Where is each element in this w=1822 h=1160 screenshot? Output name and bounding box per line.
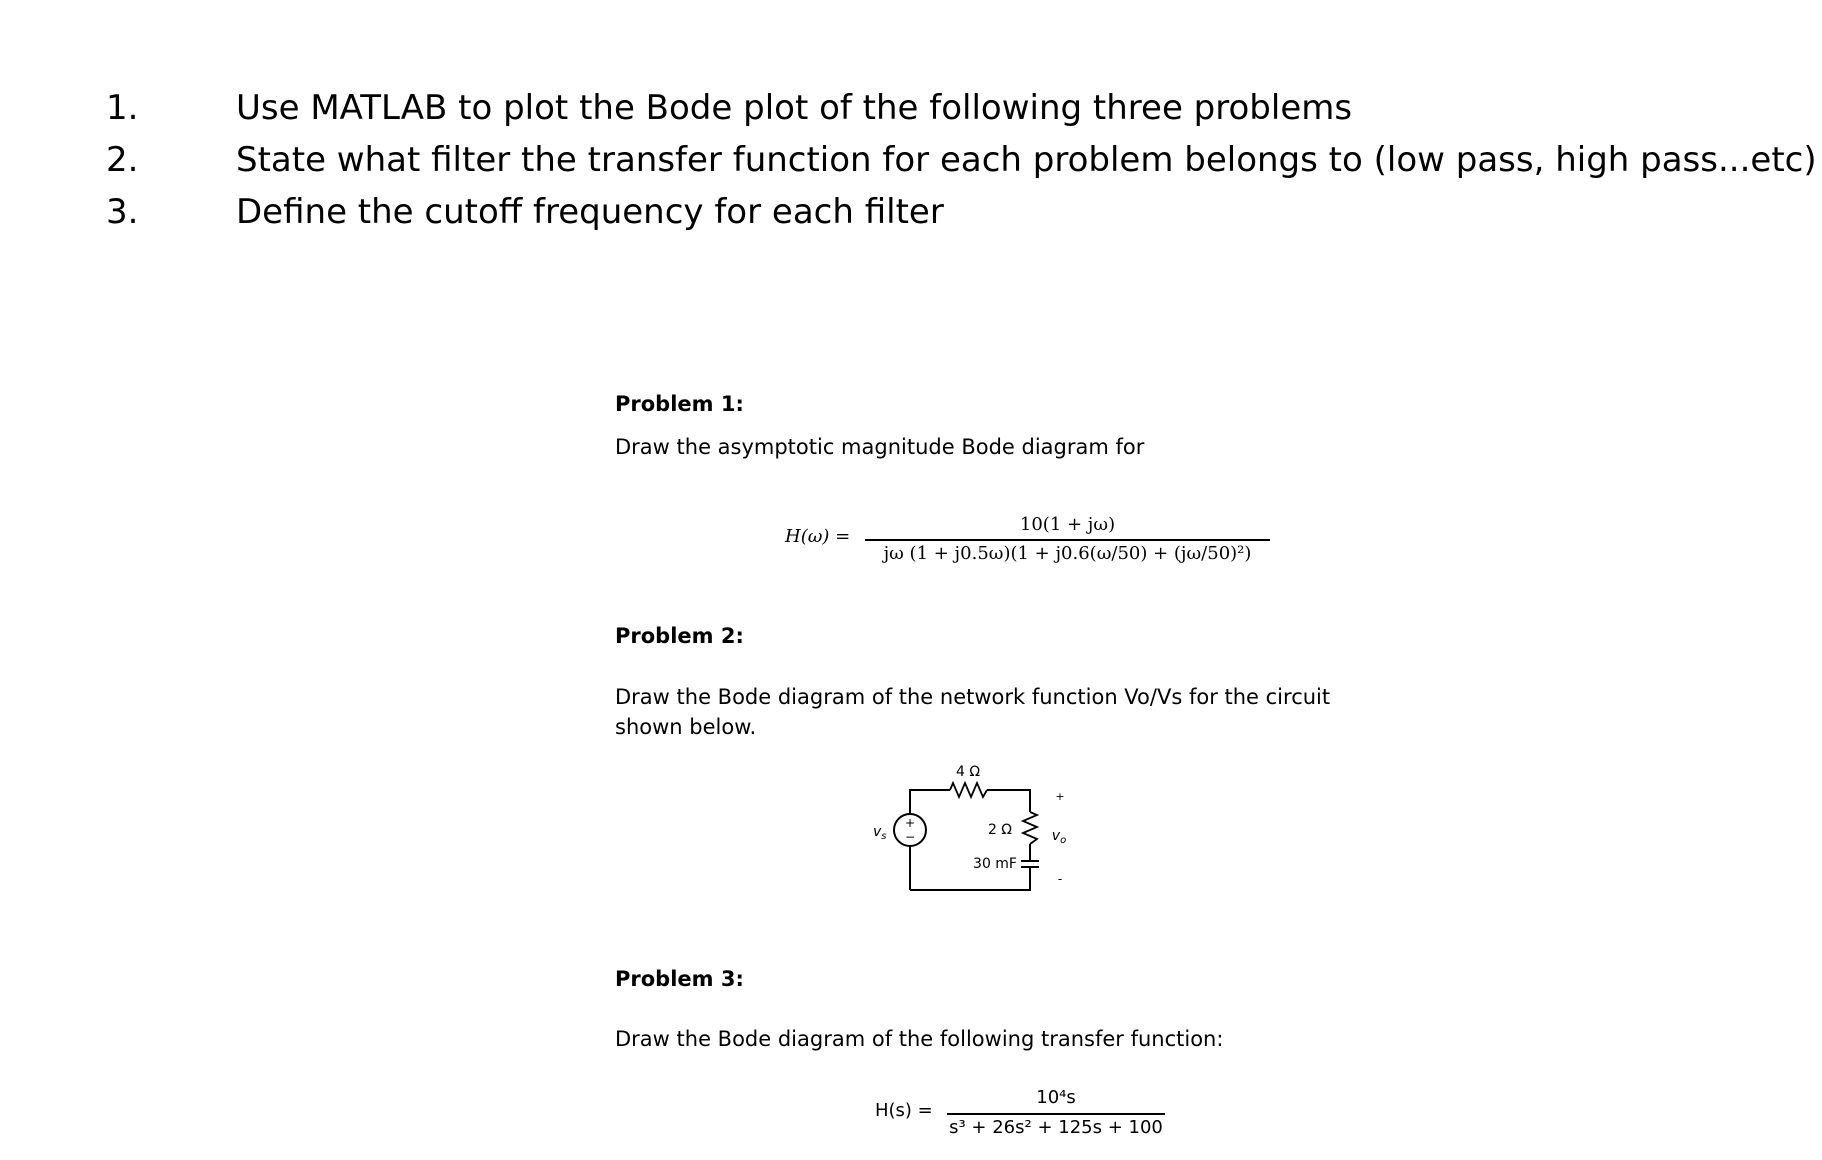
source-plus: + [904,816,916,830]
problem1-text: Draw the asymptotic magnitude Bode diagram for [615,435,1145,459]
wire-bottom [910,870,1030,890]
source-label-v: v [873,824,882,840]
problem3-lhs: H(s) = [875,1100,933,1121]
problem1-numerator: 10(1 + jω) [1019,514,1116,535]
problem3-numerator: 10⁴s [1036,1087,1076,1108]
instruction-text: Define the cutoff frequency for each filter [236,192,944,232]
wire-top-left [910,790,950,814]
source-label [873,824,887,842]
instruction-text: State what filter the transfer function for each problem belongs to (low pass, high pass...etc) [236,140,1817,180]
source-minus: − [904,830,916,844]
problem3-equation [875,1087,1255,1147]
output-minus: - [1057,872,1063,886]
instruction-number: 3. [106,192,139,232]
wire-top-right [987,790,1030,812]
output-label [1052,828,1066,846]
problem3-fraction [947,1087,1165,1147]
resistor-2-ohm [1023,812,1037,844]
r2-label: 2 Ω [987,822,1012,838]
problem2-heading: Problem 2: [615,624,744,648]
problem1-fraction [865,514,1270,574]
problem2-text-line2: shown below. [615,715,757,739]
problem1-heading: Problem 1: [615,392,744,416]
problem1-denominator: jω (1 + j0.5ω)(1 + j0.6(ω/50) + (jω/50)²) [883,543,1252,564]
output-plus: + [1055,790,1065,803]
output-label-v: v [1051,828,1061,844]
output-label-sub: o [1060,835,1067,846]
instruction-number: 2. [106,140,139,180]
problem1-lhs: H(ω) = [785,526,851,547]
r1-label: 4 Ω [955,764,981,780]
instruction-number: 1. [106,88,139,128]
problem2-text-line1: Draw the Bode diagram of the network function Vo/Vs for the circuit [615,685,1331,709]
resistor-4-ohm [950,783,987,797]
problem3-text: Draw the Bode diagram of the following transfer function: [615,1027,1224,1051]
instruction-text: Use MATLAB to plot the Bode plot of the following three problems [236,88,1353,128]
problem3-heading: Problem 3: [615,967,744,991]
source-label-sub: s [881,831,887,842]
problem1-equation [785,514,1285,574]
fraction-bar [947,1113,1165,1115]
c-label: 30 mF [973,856,1017,872]
problem3-denominator: s³ + 26s² + 125s + 100 [949,1117,1163,1138]
circuit-diagram [855,760,1085,910]
fraction-bar [865,539,1270,541]
problem2-text [615,682,1330,742]
